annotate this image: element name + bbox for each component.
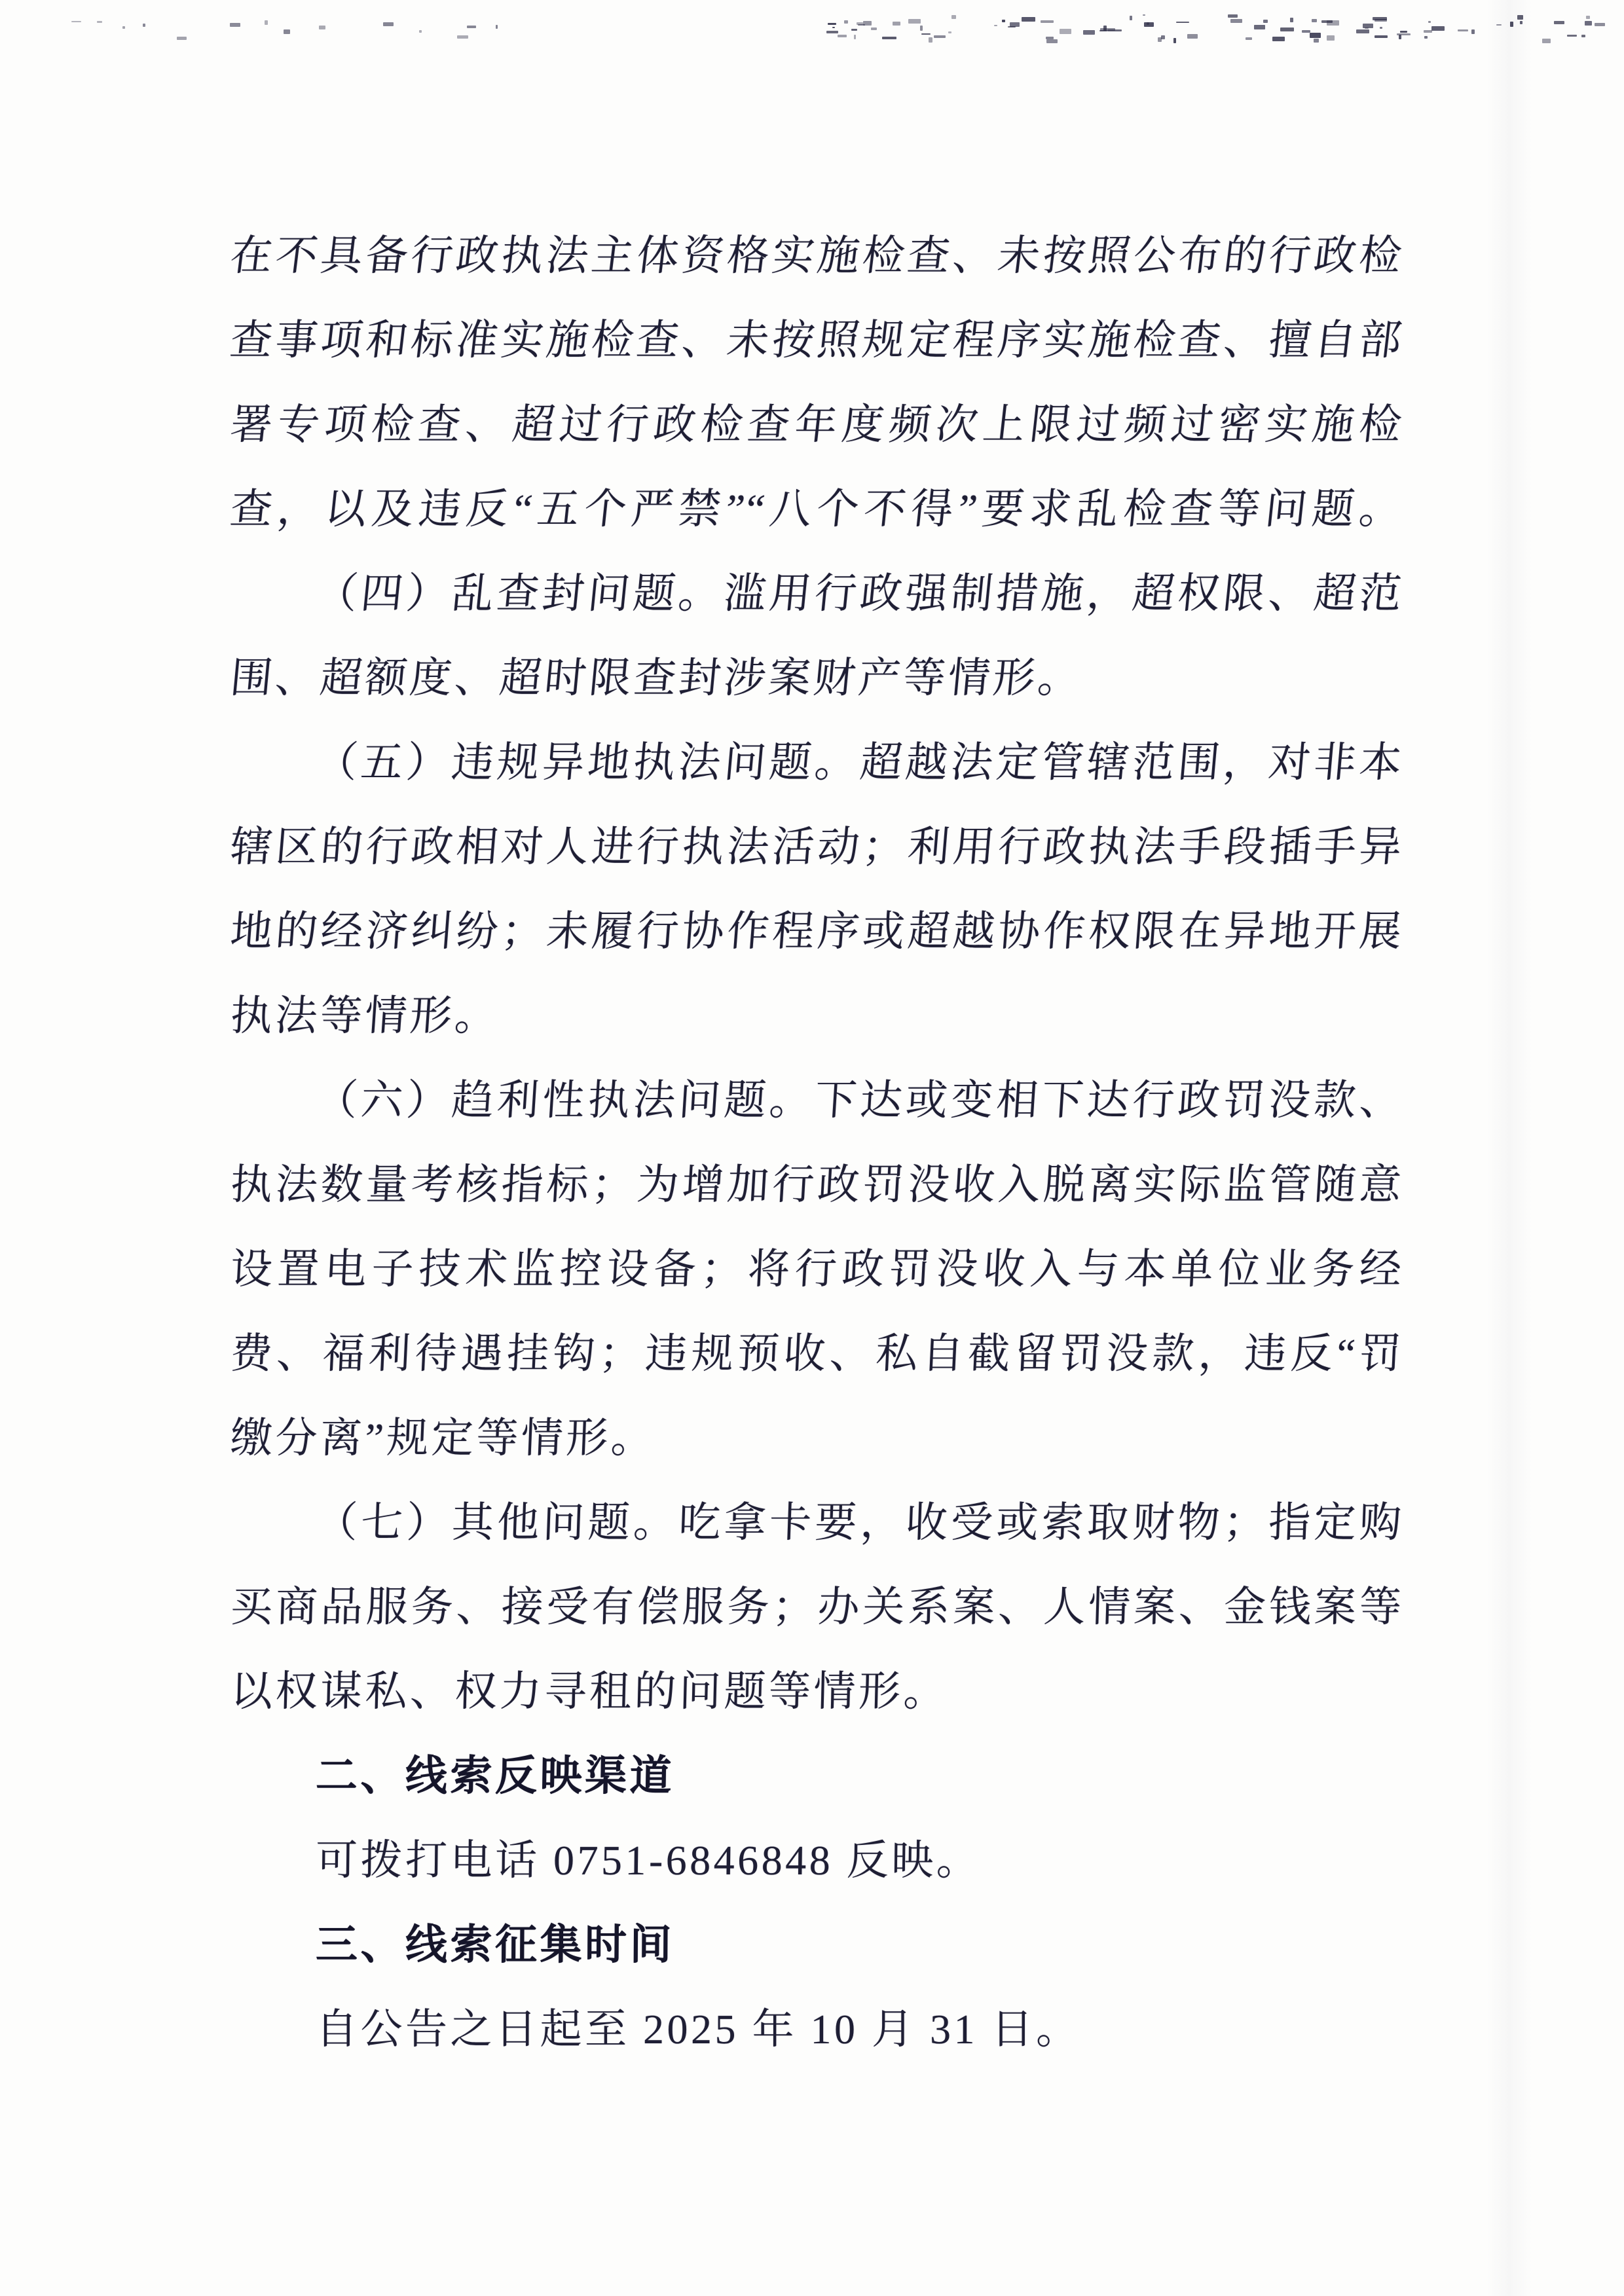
scan-noise-speck (1187, 34, 1198, 39)
paragraph (231, 1818, 1403, 1903)
scan-noise-speck (1046, 39, 1058, 43)
scan-noise-speck (1567, 35, 1577, 36)
scan-noise-speck (854, 35, 856, 39)
scan-noise-speck (948, 31, 952, 33)
scan-noise-speck (1254, 25, 1265, 29)
text-line: 设置电子技术监控设备；将行政罚没收入与本单位业务经 (229, 1246, 1404, 1292)
text-line: （七）其他问题。吃拿卡要，收受或索取财物；指定购 (314, 1499, 1404, 1546)
scan-noise-speck (1399, 35, 1401, 39)
scan-noise-speck (921, 33, 931, 35)
scan-noise-speck (1280, 27, 1294, 31)
scan-noise-speck (1585, 21, 1592, 26)
text-line: 自公告之日起至 2025 年 10 月 31 日。 (315, 2006, 1081, 2052)
text-line: 在不具备行政执法主体资格实施检查、未按照公布的行政检 (227, 232, 1406, 279)
text-line: 二、线索反映渠道 (315, 1752, 675, 1799)
text-line: 三、线索征集时间 (315, 1921, 675, 1968)
text-line: 费、福利待遇挂钩；违规预收、私自截留罚没款，违反“罚 (229, 1330, 1404, 1377)
scan-noise-speck (1424, 36, 1428, 39)
scan-noise-speck (826, 31, 838, 33)
scan-noise-speck (1173, 38, 1176, 43)
scan-noise-speck (1373, 17, 1387, 20)
scan-noise-speck (1246, 37, 1252, 40)
scan-noise-speck (1542, 39, 1551, 43)
scan-noise-speck (1228, 14, 1238, 18)
scan-noise-speck (1471, 29, 1475, 35)
scan-noise-speck (1458, 29, 1467, 31)
scan-noise-speck (1428, 21, 1431, 23)
scan-noise-speck (908, 19, 921, 24)
scan-noise-speck (1143, 14, 1145, 16)
scan-noise-speck (1327, 35, 1335, 40)
scan-noise-speck (828, 23, 837, 26)
scan-noise-speck (951, 15, 956, 19)
scan-noise-speck (1147, 22, 1149, 25)
scan-noise-speck (1083, 30, 1095, 35)
text-line: 可拨打电话 0751-6846848 反映。 (315, 1837, 982, 1884)
text-line: 执法等情形。 (229, 993, 502, 1039)
scan-noise-speck (929, 37, 933, 43)
scan-noise-speck (838, 35, 847, 37)
scan-noise-speck (1046, 37, 1054, 40)
scan-noise-speck (1312, 19, 1317, 22)
scan-noise-speck (1290, 18, 1293, 22)
scan-noise-speck (1431, 26, 1445, 31)
scan-noise-speck (844, 20, 849, 24)
scan-noise-speck (1380, 27, 1382, 29)
scan-noise-speck (1595, 23, 1605, 27)
text-line: （五）违规异地执法问题。超越法定管辖范围，对非本 (313, 739, 1405, 786)
scan-noise-speck (1375, 35, 1387, 37)
scan-noise-speck (467, 26, 477, 28)
scan-noise-strip (0, 0, 1624, 59)
text-line: 地的经济纠纷；未履行协作程序或超越协作权限在异地开展 (229, 908, 1405, 955)
text-line: 以权谋私、权力寻租的问题等情形。 (230, 1668, 949, 1715)
scan-noise-speck (1130, 16, 1132, 20)
paragraph (227, 213, 1406, 551)
text-line: 执法数量考核指标；为增加行政罚没收入脱离实际监管随意 (229, 1161, 1405, 1208)
text-line: 查事项和标准实施检查、未按照规定程序实施检查、擅自部 (227, 317, 1406, 363)
scan-noise-speck (851, 29, 857, 31)
scan-noise-speck (832, 27, 835, 29)
scan-noise-speck (1356, 29, 1369, 33)
scan-noise-speck (122, 26, 125, 29)
scan-noise-speck (1400, 31, 1407, 33)
scan-noise-speck (1107, 29, 1122, 31)
scan-noise-speck (419, 30, 422, 33)
scan-noise-speck (1314, 39, 1319, 43)
scan-noise-speck (882, 37, 897, 39)
scan-noise-speck (1022, 17, 1035, 22)
scan-noise-speck (857, 22, 862, 25)
scan-noise-speck (1554, 21, 1564, 24)
scan-noise-speck (934, 35, 946, 38)
text-line: （四）乱查封问题。滥用行政强制措施，超权限、超范 (313, 570, 1405, 617)
document-text-block (227, 213, 1406, 2071)
scan-noise-speck (177, 37, 187, 40)
scan-noise-speck (1176, 22, 1189, 23)
paragraph (228, 551, 1405, 720)
scan-noise-speck (143, 24, 146, 27)
paragraph (231, 1058, 1403, 1480)
scan-noise-speck (1060, 29, 1071, 34)
paragraph (231, 1480, 1403, 1734)
scan-noise-speck (920, 26, 923, 30)
text-line: 缴分离”规定等情形。 (229, 1415, 657, 1461)
scan-noise-speck (319, 26, 325, 29)
scan-noise-speck (1002, 20, 1005, 22)
paragraph (231, 1987, 1403, 2071)
scan-noise-speck (1397, 33, 1411, 35)
scan-noise-speck (457, 35, 468, 39)
paragraph (231, 720, 1403, 1058)
scan-noise-speck (230, 23, 240, 27)
scan-noise-speck (265, 20, 268, 25)
scan-noise-speck (1327, 20, 1338, 26)
scan-noise-speck (1230, 19, 1242, 23)
text-line: 辖区的行政相对人进行执法活动；利用行政执法手段插手异 (229, 824, 1405, 870)
scan-noise-speck (871, 27, 877, 30)
scan-noise-speck (1263, 20, 1268, 24)
text-line: 围、超额度、超时限查封涉案财产等情形。 (228, 655, 1085, 701)
section-heading (231, 1734, 1403, 1818)
scan-noise-speck (284, 29, 290, 33)
scan-noise-speck (71, 21, 81, 22)
text-line: （六）趋利性执法问题。下达或变相下达行政罚没款、 (314, 1077, 1405, 1123)
scan-noise-speck (1161, 35, 1165, 39)
text-line: 查，以及违反“五个严禁”“八个不得”要求乱检查等问题。 (228, 486, 1405, 532)
scan-noise-speck (1581, 35, 1585, 37)
scan-noise-speck (1272, 37, 1285, 41)
section-heading (231, 1903, 1403, 1987)
scanner-streak (1486, 0, 1532, 2296)
text-line: 署专项检查、超过行政检查年度频次上限过频过密实施检 (228, 401, 1405, 448)
scan-noise-speck (994, 25, 997, 26)
text-line: 买商品服务、接受有偿服务；办关系案、人情案、金钱案等 (229, 1584, 1404, 1630)
scan-noise-speck (1103, 26, 1107, 31)
scan-noise-speck (893, 22, 900, 26)
scan-noise-speck (1310, 33, 1321, 37)
scan-noise-speck (496, 25, 498, 29)
scan-noise-speck (1586, 16, 1590, 20)
scan-noise-speck (1424, 30, 1432, 33)
scan-noise-speck (1041, 20, 1054, 22)
scan-noise-speck (383, 22, 394, 26)
scan-noise-speck (97, 21, 102, 23)
scan-noise-speck (1008, 26, 1016, 28)
scan-noise-speck (1363, 24, 1373, 28)
